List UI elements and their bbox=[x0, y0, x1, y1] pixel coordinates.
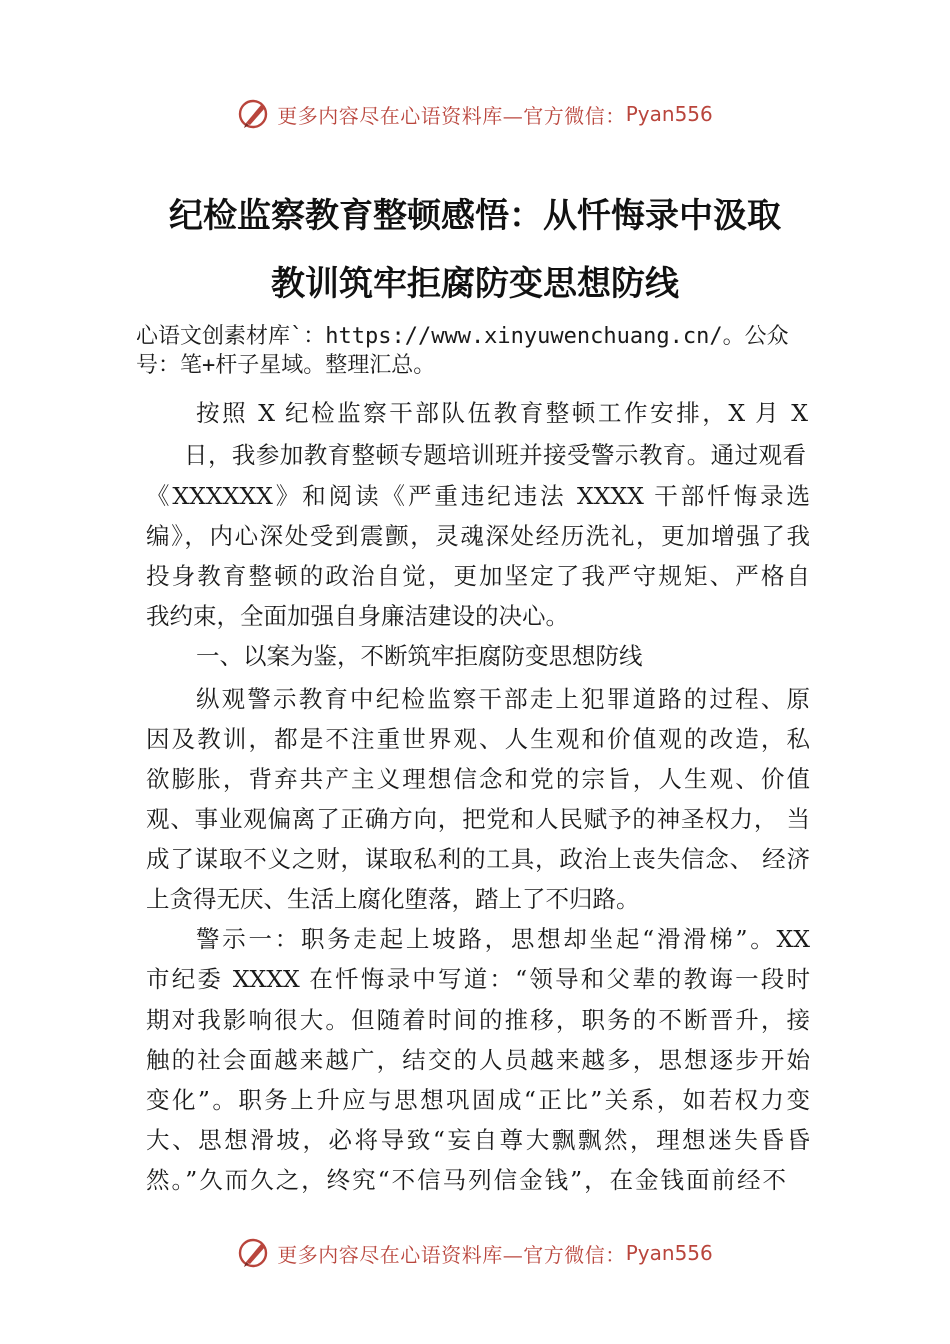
body-line: 我约束，全面加强自身廉洁建设的决心。 bbox=[146, 602, 569, 630]
body-line: 日，我参加教育整顿专题培训班并接受警示教育。通过观看 bbox=[184, 441, 806, 469]
body-line: 因及教训，都是不注重世界观、人生观和价值观的改造，私 bbox=[146, 725, 810, 753]
body-line: 变化”。职务上升应与思想巩固成“正比”关系，如若权力变 bbox=[146, 1086, 810, 1114]
pen-logo-icon bbox=[237, 97, 271, 131]
body-line: 按照 X 纪检监察干部队伍教育整顿工作安排，X 月 X bbox=[196, 399, 808, 427]
body-line: 大、思想滑坡，必将导致“妄自尊大飘飘然，理想迷失昏昏 bbox=[146, 1126, 810, 1154]
body-line: 《XXXXXX》和阅读《严重违纪违法 XXXX 干部忏悔录选 bbox=[146, 482, 810, 510]
watermark-account: Pyan556 bbox=[625, 1241, 713, 1265]
doc-title-line-1: 纪检监察教育整顿感悟：从忏悔录中汲取 bbox=[169, 196, 781, 236]
body-line: 成了谋取不义之财，谋取私利的工具，政治上丧失信念、 经济 bbox=[146, 845, 810, 873]
section-heading: 一、以案为鉴，不断筑牢拒腐防变思想防线 bbox=[196, 642, 643, 670]
body-line: 触的社会面越来越广，结交的人员越来越多，思想逐步开始 bbox=[146, 1046, 810, 1074]
body-line: 观、事业观偏离了正确方向，把党和人民赋予的神圣权力， 当 bbox=[146, 805, 810, 833]
pen-logo-icon bbox=[237, 1236, 271, 1270]
body-line: 上贪得无厌、生活上腐化堕落，踏上了不归路。 bbox=[146, 885, 640, 913]
body-line: 警示一：职务走起上坡路，思想却坐起“滑滑梯”。XX bbox=[196, 925, 810, 953]
body-line: 期对我影响很大。但随着时间的推移，职务的不断晋升，接 bbox=[146, 1006, 810, 1034]
watermark-text: 更多内容尽在心语资料库—官方微信： bbox=[277, 103, 626, 128]
body-line: 然。”久而久之，终究“不信马列信金钱”，在金钱面前经不 bbox=[146, 1166, 786, 1194]
body-line: 编》，内心深处受到震颤，灵魂深处经历洗礼，更加增强了我 bbox=[146, 522, 810, 550]
watermark-account: Pyan556 bbox=[625, 102, 713, 126]
watermark-text: 更多内容尽在心语资料库—官方微信： bbox=[277, 1242, 626, 1267]
footer-watermark bbox=[0, 1231, 950, 1275]
doc-title-line-2: 教训筑牢拒腐防变思想防线 bbox=[271, 264, 679, 304]
body-line: 欲膨胀，背弃共产主义理想信念和党的宗旨，人生观、价值 bbox=[146, 765, 810, 793]
source-note: 心语文创素材库`：https://www.xinyuwenchuang.cn/。公众号：笔+杆子星域。整理汇总。 bbox=[136, 324, 789, 378]
body-line: 纵观警示教育中纪检监察干部走上犯罪道路的过程、原 bbox=[196, 685, 810, 713]
body-line: 市纪委 XXXX 在忏悔录中写道：“领导和父辈的教诲一段时 bbox=[146, 965, 810, 993]
header-watermark bbox=[0, 92, 950, 136]
body-line: 投身教育整顿的政治自觉，更加坚定了我严守规矩、严格自 bbox=[146, 562, 810, 590]
